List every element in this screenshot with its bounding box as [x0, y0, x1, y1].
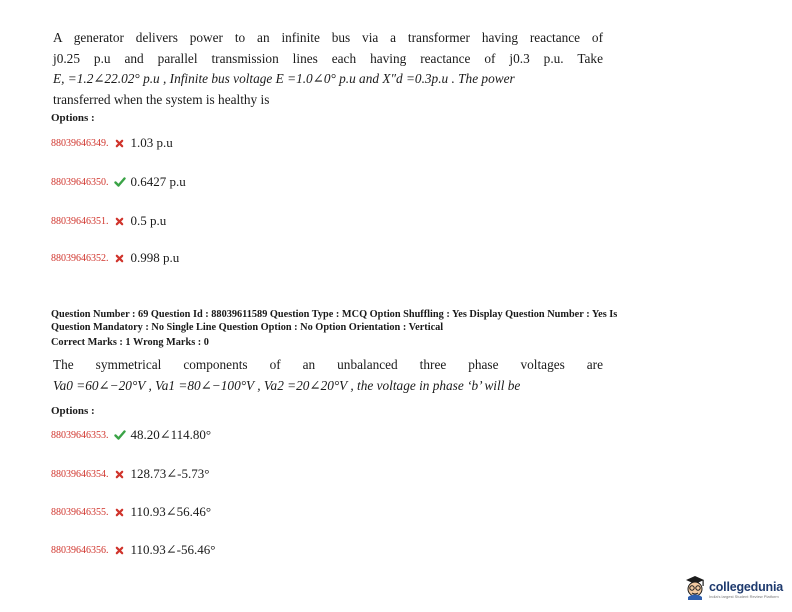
option-id: 88039646349.	[51, 137, 109, 149]
option-text: 1.03 p.u	[130, 135, 173, 150]
q2-marks-line: Correct Marks : 1 Wrong Marks : 0	[51, 337, 209, 348]
q2-option-1[interactable]	[51, 427, 211, 443]
question-2-text	[53, 355, 603, 396]
q1-line-1: A generator delivers power to an infinite bus via a transformer having reactance of	[53, 30, 603, 45]
q2-option-2[interactable]	[51, 466, 209, 482]
q1-option-1[interactable]	[51, 135, 173, 151]
q2-option-4[interactable]	[51, 542, 215, 558]
q2-line-1: The symmetrical components of an unbalanced three phase voltages are	[53, 357, 603, 372]
cross-icon	[114, 506, 126, 518]
cross-icon	[114, 137, 126, 149]
option-id: 88039646351.	[51, 215, 109, 227]
q1-line-2: j0.25 p.u and parallel transmission lines each having reactance of j0.3 p.u. Take	[53, 50, 603, 66]
q1-option-2[interactable]	[51, 174, 186, 190]
option-id: 88039646353.	[51, 429, 109, 441]
cross-icon	[114, 252, 126, 264]
q2-meta-line-1: Question Number : 69 Question Id : 88039611589 Question Type : MCQ Option Shuffling : Yes Display Question Number : Yes Is	[51, 309, 618, 320]
option-text: 0.6427 p.u	[130, 174, 186, 189]
question-2-meta	[51, 309, 721, 350]
option-id: 88039646356.	[51, 544, 109, 556]
q1-line-4: transferred when the system is healthy is	[53, 91, 270, 107]
cross-icon	[114, 215, 126, 227]
q2-line-2: Va0 =60∠−20°V , Va1 =80∠−100°V , Va2 =20∠20°V , the voltage in phase ‘b’ will be	[53, 377, 521, 393]
option-text: 0.5 p.u	[130, 213, 167, 228]
q2-options-label: Options :	[51, 405, 95, 417]
q1-option-3[interactable]	[51, 213, 166, 229]
option-text: 110.93∠56.46°	[130, 504, 212, 519]
collegedunia-logo	[683, 574, 783, 605]
brand-name: collegedunia	[709, 580, 784, 594]
q2-meta-line-2: Question Mandatory : No Single Line Question Option : No Option Orientation : Vertical	[51, 321, 444, 333]
q1-option-4[interactable]	[51, 250, 179, 266]
option-id: 88039646352.	[51, 252, 109, 264]
option-id: 88039646355.	[51, 506, 109, 518]
option-text: 0.998 p.u	[130, 250, 180, 265]
check-icon	[114, 429, 126, 441]
check-icon	[114, 176, 126, 188]
q1-options-label: Options :	[51, 112, 95, 124]
option-text: 128.73∠-5.73°	[130, 466, 210, 481]
option-text: 48.20∠114.80°	[130, 427, 212, 442]
graduate-mascot-icon	[683, 574, 707, 605]
q2-option-3[interactable]	[51, 504, 211, 520]
cross-icon	[114, 544, 126, 556]
question-1-text	[53, 28, 603, 110]
q1-line-3: E, =1.2∠22.02° p.u , Infinite bus voltage E =1.0∠0° p.u and X″d =0.3p.u . The power	[53, 71, 515, 86]
cross-icon	[114, 468, 126, 480]
option-id: 88039646354.	[51, 468, 109, 480]
option-text: 110.93∠-56.46°	[130, 542, 216, 557]
option-id: 88039646350.	[51, 176, 109, 188]
brand-tagline: India's largest Student Review Platform	[709, 594, 779, 599]
